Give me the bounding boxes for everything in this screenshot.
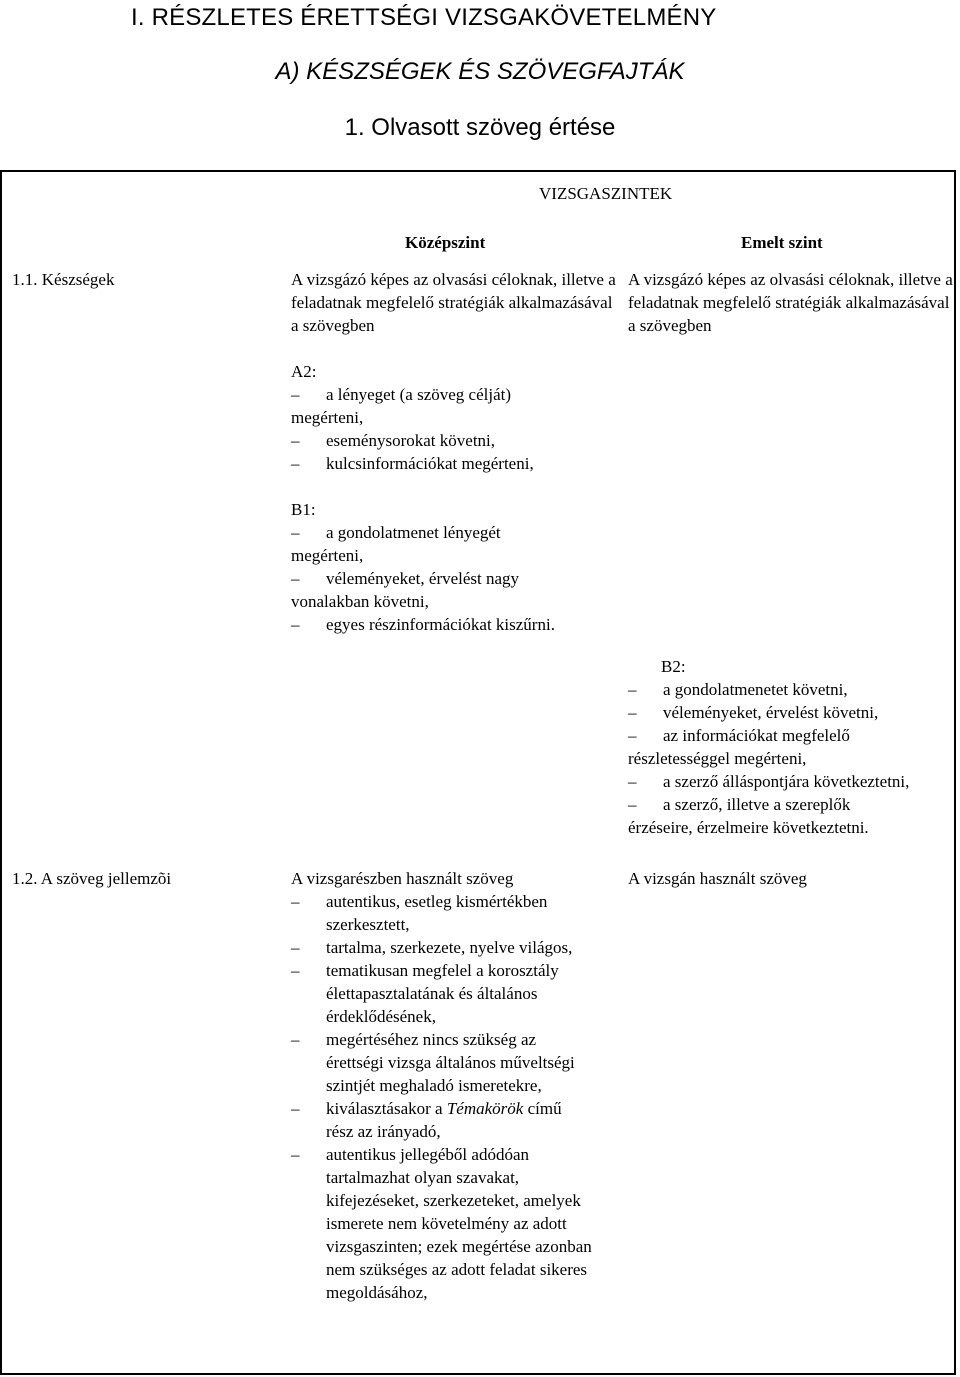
page-title: I. RÉSZLETES ÉRETTSÉGI VIZSGAKÖVETELMÉNY xyxy=(131,4,717,31)
adv-level-header: Emelt szint xyxy=(741,233,823,252)
list-item: – véleményeket, érvelést követni, xyxy=(628,701,954,724)
mid-text-intro: A vizsgarészben használt szöveg xyxy=(291,869,514,888)
list-item: – véleményeket, érvelést nagy vonalakban követni, xyxy=(291,567,621,613)
b1-label: B1: xyxy=(291,500,316,519)
mid-text-cell xyxy=(291,867,621,1304)
text-features-list xyxy=(291,890,621,1304)
mid-level-header: Középszint xyxy=(405,233,486,252)
list-item: – megértéséhez nincs szükség az érettségi vizsga általános műveltségi szintjét meghaladó ismeretekre, xyxy=(291,1028,576,1097)
mid-skills-cell xyxy=(291,268,621,636)
section-subtitle: A) KÉSZSÉGEK ÉS SZÖVEGFAJTÁK xyxy=(275,58,685,85)
list-item: – a gondolatmenetet követni, xyxy=(628,678,954,701)
list-item: – tematikusan megfelel a korosztály élettapasztalatának és általános érdeklődésének, xyxy=(291,959,586,1028)
list-item: – kiválasztásakor a Témakörök című rész az irányadó, xyxy=(291,1097,586,1143)
list-item: – egyes részinformációkat kiszűrni. xyxy=(291,613,621,636)
list-item: – a szerző álláspontjára következtetni, xyxy=(628,770,954,793)
list-item: – kulcsinformációkat megérteni, xyxy=(291,452,621,475)
section-heading: 1. Olvasott szöveg értése xyxy=(344,114,616,141)
list-item: – a gondolatmenet lényegét megérteni, xyxy=(291,521,621,567)
list-item: – eseménysorokat követni, xyxy=(291,429,621,452)
list-item: – tartalma, szerkezete, nyelve világos, xyxy=(291,936,621,959)
list-item: – a lényeget (a szöveg célját) megérteni, xyxy=(291,383,621,429)
b1-list xyxy=(291,521,621,636)
mid-intro: A vizsgázó képes az olvasási céloknak, illetve a feladatnak megfelelő stratégiák alkalmazásával a szövegben xyxy=(291,270,616,335)
a2-label: A2: xyxy=(291,362,317,381)
adv-skills-cell xyxy=(628,655,954,839)
row-label-skills: 1.1. Készségek xyxy=(12,270,115,289)
list-item: – autentikus, esetleg kismértékben szerkesztett, xyxy=(291,890,586,936)
a2-list xyxy=(291,383,621,475)
list-item: – a szerző, illetve a szereplők érzéseire, érzelmeire következtetni. xyxy=(628,793,954,839)
b2-label: B2: xyxy=(661,657,686,676)
list-item: – az információkat megfelelő részletességgel megérteni, xyxy=(628,724,954,770)
row-label-text-features: 1.2. A szöveg jellemzõi xyxy=(12,869,172,888)
adv-text-intro: A vizsgán használt szöveg xyxy=(628,869,807,888)
b2-list xyxy=(628,678,954,839)
list-item: – autentikus jellegéből adódóan tartalmazhat olyan szavakat, kifejezéseket, szerkezeteket, amelyek ismerete nem követelmény az adott vizsgaszinten; ezek megértése azonban nem szükséges az adott feladat sikeres megoldásához, xyxy=(291,1143,616,1304)
group-header: VIZSGASZINTEK xyxy=(539,184,673,203)
adv-intro: A vizsgázó képes az olvasási céloknak, illetve a feladatnak megfelelő stratégiák alkalmazásával a szövegben xyxy=(628,270,953,335)
